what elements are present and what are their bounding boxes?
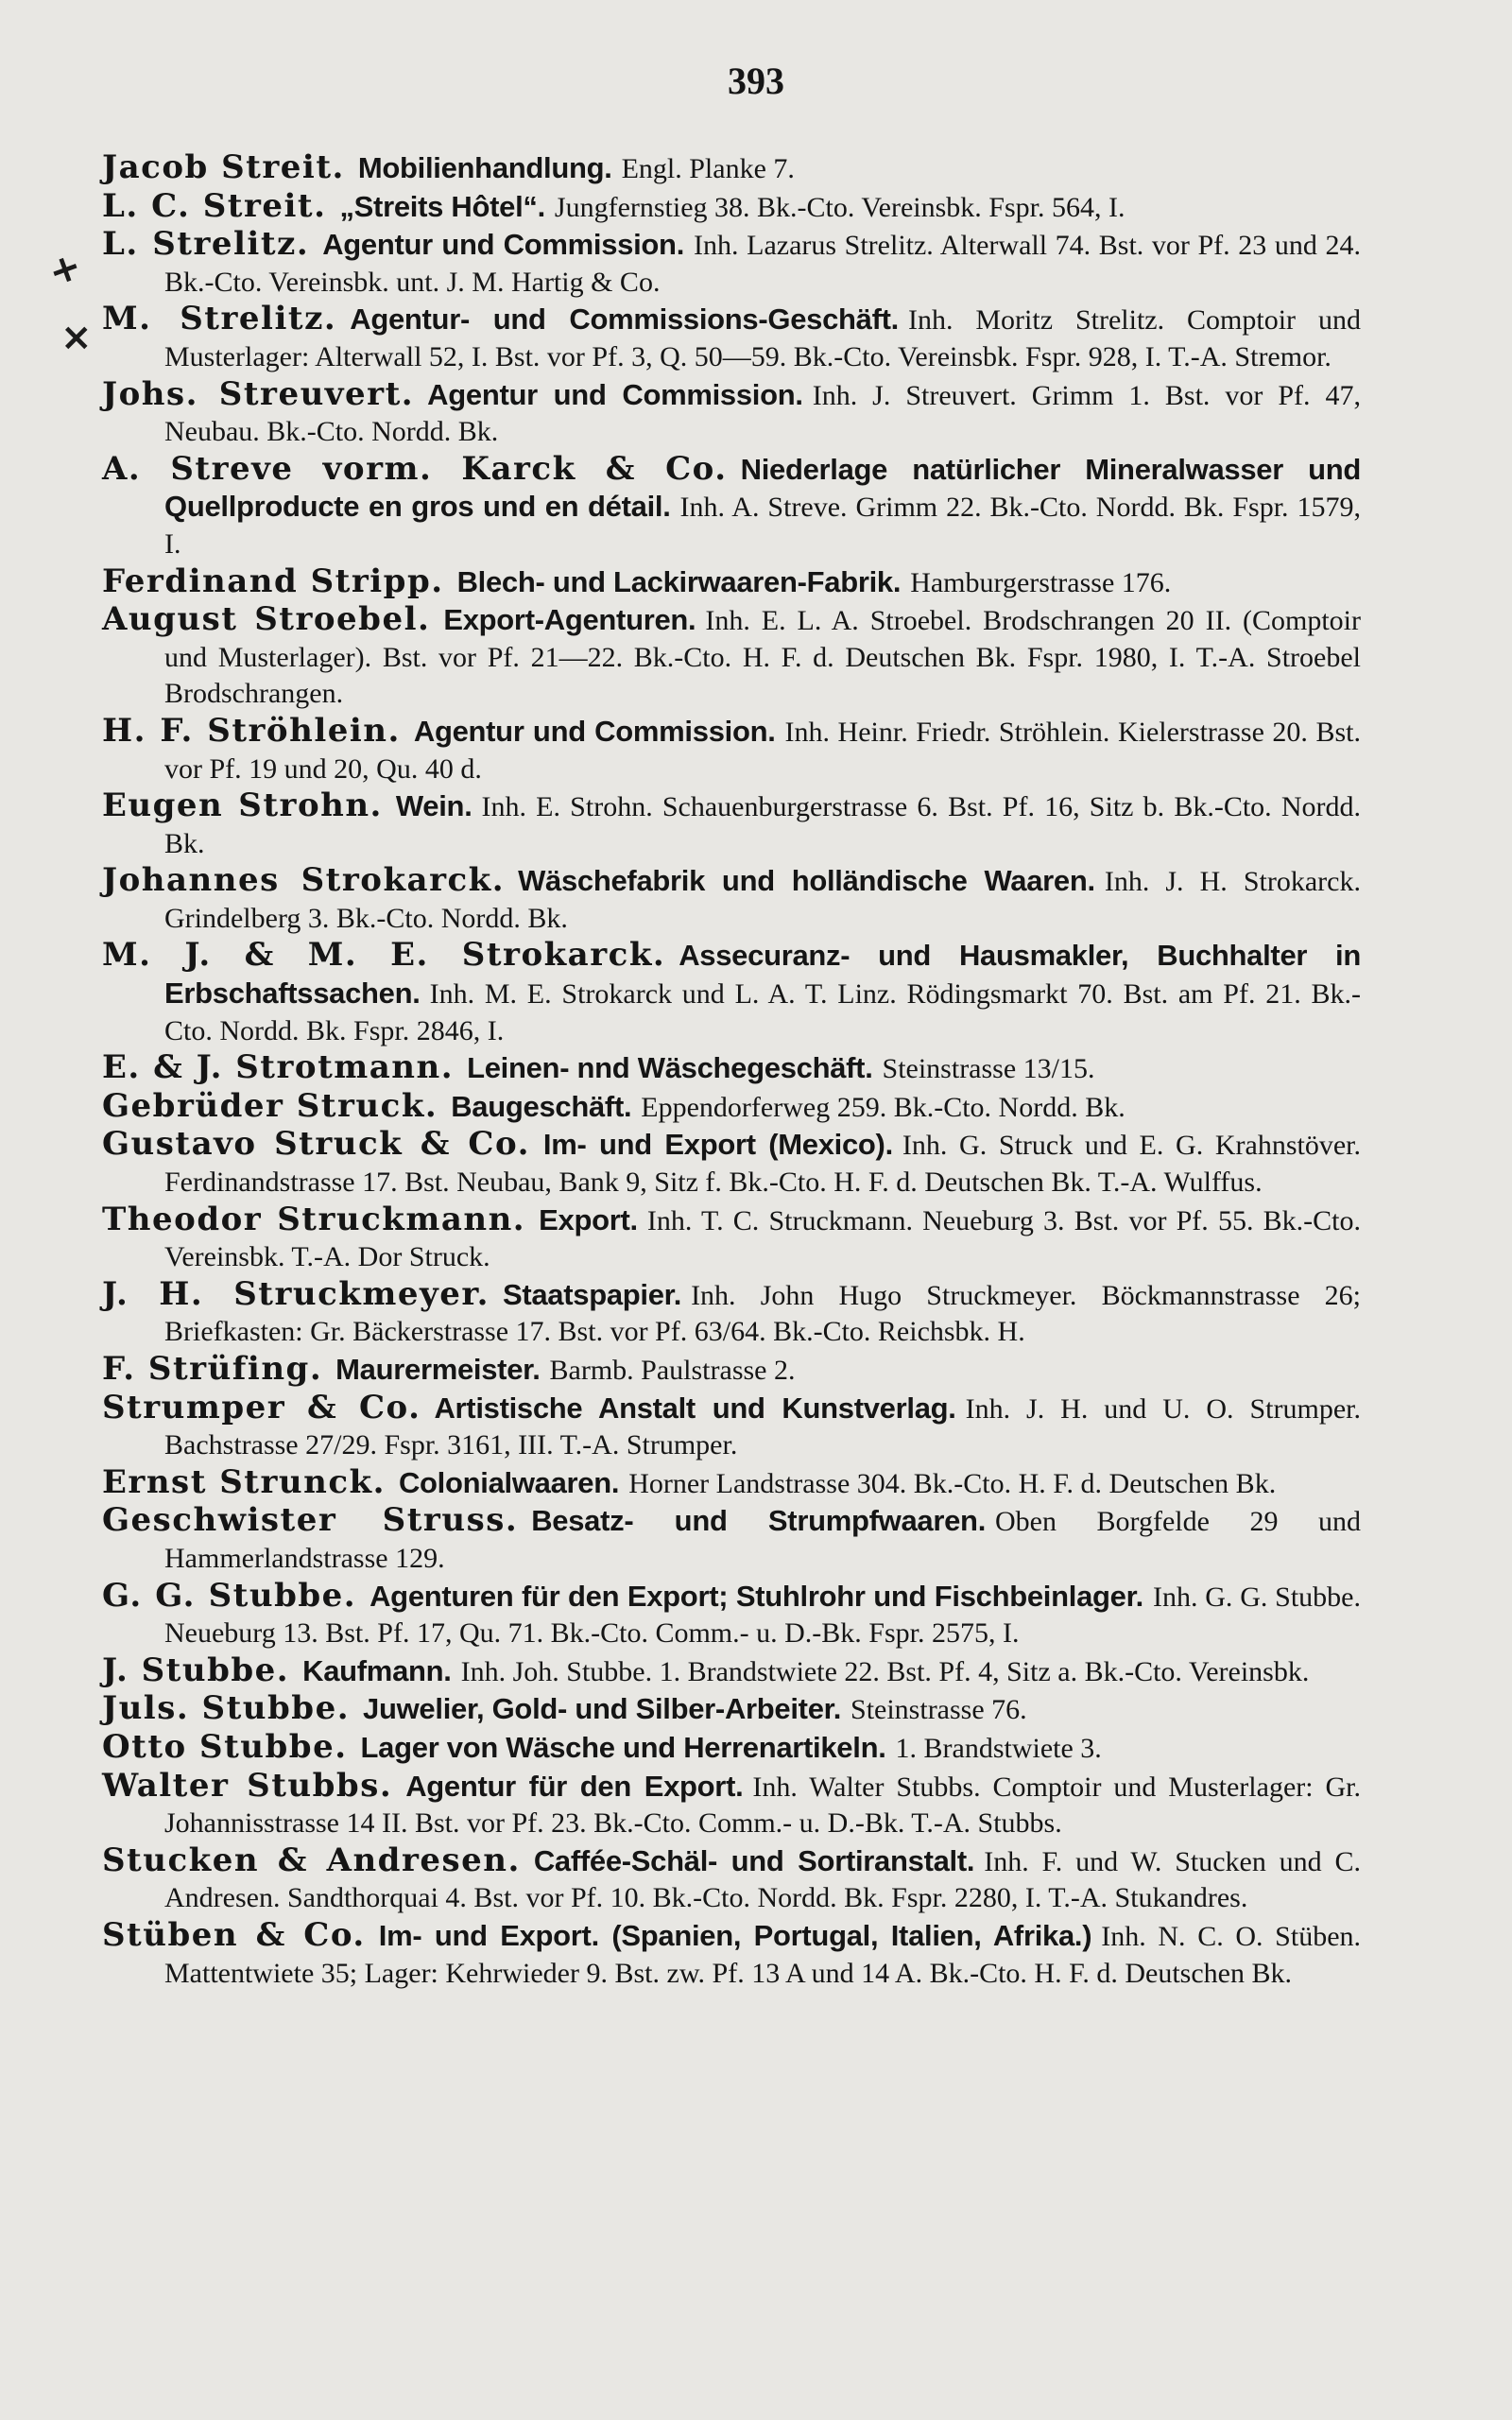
entry-name: Walter Stubbs.: [102, 1766, 393, 1805]
entry-name: J. Stubbe.: [102, 1651, 290, 1689]
entry-name: Johannes Strokarck.: [102, 861, 506, 900]
entry-details: Inh. J. H. Strokarck. Grindelberg 3. Bk.-Cto. Nordd. Bk.: [164, 866, 1361, 934]
entry-details: Inh. G. Struck und E. G. Krahnstöver. Ferdinandstrasse 17. Bst. Neubau, Bank 9, Sitz f. Bk.-Cto. H. F. d. Deutschen Bk. T.-A. Wulffus.: [164, 1130, 1361, 1199]
directory-entry: [102, 1578, 1361, 1652]
directory-entry: [102, 862, 1361, 937]
entry-name: L. Strelitz.: [102, 225, 310, 264]
entry-business: Staatspapier.: [502, 1277, 682, 1311]
entry-business: Mobilienhandlung.: [357, 151, 612, 184]
entry-business: Juwelier, Gold- und Silber-Arbeiter.: [363, 1692, 842, 1726]
entry-details: Inh. A. Streve. Grimm 22. Bk.-Cto. Nordd. Bk. Fspr. 1579, I.: [164, 492, 1361, 560]
directory-entry: [102, 149, 1361, 188]
entry-details: Steinstrasse 13/15.: [882, 1053, 1095, 1085]
entry-details: Inh. Heinr. Friedr. Ströhlein. Kielerstrasse 20. Bst. vor Pf. 19 und 20, Qu. 40 d.: [164, 716, 1361, 785]
directory-entry: [102, 1729, 1361, 1768]
directory-entry: [102, 188, 1361, 227]
entry-name: Geschwister Struss.: [102, 1501, 519, 1540]
entry-business: Maurermeister.: [335, 1353, 541, 1386]
directory-entry: [102, 937, 1361, 1049]
entry-business: Baugeschäft.: [451, 1089, 632, 1123]
entry-details: Oben Borgfelde 29 und Hammerlandstrasse 129.: [164, 1506, 1361, 1574]
entry-details: Inh. E. Strohn. Schauenburgerstrasse 6. Bst. Pf. 16, Sitz b. Bk.-Cto. Nordd. Bk.: [164, 791, 1361, 859]
directory-entry: [102, 226, 1361, 301]
entry-details: Inh. M. E. Strokarck und L. A. T. Linz. Rödingsmarkt 70. Bst. am Pf. 21. Bk.-Cto. Nordd. Bk. Fspr. 2846, I.: [164, 978, 1361, 1046]
entry-details: Inh. E. L. A. Stroebel. Brodschrangen 20 II. (Comptoir und Musterlager). Bst. vor Pf. 21—22. Bk.-Cto. H. F. d. Deutschen Bk. Fspr. 1980, I. T.-A. Stroebel Brodschrangen.: [164, 605, 1361, 710]
entry-name: Jacob Streit.: [102, 148, 345, 186]
entry-business: Agentur und Commission.: [427, 377, 803, 411]
entry-details: Inh. Joh. Stubbe. 1. Brandstwiete 22. Bst. Pf. 4, Sitz a. Bk.-Cto. Vereinsbk.: [460, 1655, 1310, 1687]
entry-details: Eppendorferweg 259. Bk.-Cto. Nordd. Bk.: [641, 1091, 1125, 1123]
entry-details: Steinstrasse 76.: [850, 1694, 1027, 1726]
directory-entry: [102, 1502, 1361, 1577]
entry-business: Artistische Anstalt und Kunstverlag.: [434, 1391, 956, 1425]
entry-name: August Stroebel.: [102, 600, 431, 639]
entry-name: Gustavo Struck & Co.: [102, 1125, 530, 1164]
entry-business: Im- und Export (Mexico).: [542, 1128, 893, 1162]
directory-entry: [102, 1768, 1361, 1842]
entry-name: Strumper & Co.: [102, 1388, 421, 1426]
entry-business: Colonialwaaren.: [398, 1465, 620, 1499]
entry-details: Inh. F. und W. Stucken und C. Andresen. Sandthorquai 4. Bst. vor Pf. 10. Bk.-Cto. Nordd. Bk. Fspr. 2280, I. T.-A. Stukandres.: [164, 1845, 1361, 1914]
directory-entry: [102, 601, 1361, 713]
directory-entry: [102, 1690, 1361, 1729]
entry-name: E. & J. Strotmann.: [102, 1048, 455, 1087]
entry-details: Hamburgerstrasse 176.: [910, 566, 1172, 598]
entry-name: H. F. Ströhlein.: [102, 711, 401, 750]
entry-business: Agentur und Commission.: [322, 228, 685, 262]
entry-name: Ferdinand Stripp.: [102, 562, 444, 600]
entry-details: Inh. G. G. Stubbe. Neueburg 13. Bst. Pf. 17, Qu. 71. Bk.-Cto. Comm.- u. D.-Bk. Fspr. 2575, I.: [164, 1581, 1361, 1650]
entry-name: Eugen Strohn.: [102, 786, 383, 825]
directory-entry: [102, 1351, 1361, 1390]
entry-name: L. C. Streit.: [102, 186, 327, 225]
entry-details: 1. Brandstwiete 3.: [895, 1732, 1102, 1764]
directory-entry: [102, 1464, 1361, 1503]
entry-name: M. J. & M. E. Strokarck.: [102, 936, 666, 975]
entry-details: Inh. Walter Stubbs. Comptoir und Musterlager: Gr. Johannisstrasse 14 II. Bst. vor Pf. 23. Bk.-Cto. Comm.- u. D.-Bk. T.-A. Stubbs.: [164, 1771, 1361, 1840]
entry-details: Inh. Lazarus Strelitz. Alterwall 74. Bst. vor Pf. 23 und 24. Bk.-Cto. Vereinsbk. unt. J. M. Hartig & Co.: [164, 230, 1361, 298]
directory-entry: [102, 376, 1361, 451]
entry-details: Engl. Planke 7.: [621, 153, 795, 184]
directory-entry: [102, 1652, 1361, 1691]
entry-details: Inh. J. Streuvert. Grimm 1. Bst. vor Pf. 47, Neubau. Bk.-Cto. Nordd. Bk.: [164, 379, 1362, 448]
entry-name: G. G. Stubbe.: [102, 1576, 357, 1615]
directory-entries: [102, 149, 1361, 1992]
directory-entry: [102, 1276, 1361, 1351]
entry-name: M. Strelitz.: [102, 300, 337, 338]
entry-business: Lager von Wäsche und Herrenartikeln.: [360, 1730, 886, 1764]
entry-details: Horner Landstrasse 304. Bk.-Cto. H. F. d. Deutschen Bk.: [628, 1467, 1277, 1499]
directory-entry: [102, 787, 1361, 862]
entry-business: Agentur und Commission.: [413, 714, 776, 748]
entry-name: Theodor Struckmann.: [102, 1200, 526, 1238]
entry-name: A. Streve vorm. Karck & Co.: [102, 449, 728, 488]
entry-details: Inh. J. H. und U. O. Strumper. Bachstrasse 27/29. Fspr. 3161, III. T.-A. Strumper.: [164, 1392, 1361, 1461]
entry-business: „Streits Hôtel“.: [339, 189, 545, 223]
entry-business: Niederlage natürlicher Mineralwasser und Quellproducte en gros und en détail.: [164, 452, 1361, 524]
entry-business: Wäschefabrik und holländische Waaren.: [518, 864, 1095, 898]
entry-business: Blech- und Lackirwaaren-Fabrik.: [456, 564, 902, 598]
directory-entry: [102, 1201, 1361, 1276]
entry-business: Agentur- und Commissions-Geschäft.: [350, 302, 899, 337]
directory-entry: [102, 713, 1361, 787]
entry-details: Inh. John Hugo Struckmeyer. Böckmannstrasse 26; Briefkasten: Gr. Bäckerstrasse 17. Bst. vor Pf. 63/64. Bk.-Cto. Reichsbk. H.: [164, 1279, 1361, 1348]
entry-name: Stucken & Andresen.: [102, 1841, 521, 1879]
entry-business: Agenturen für den Export; Stuhlrohr und Fischbeinlager.: [369, 1579, 1143, 1613]
entry-name: Juls. Stubbe.: [102, 1689, 351, 1728]
page-number: 393: [728, 60, 784, 102]
entry-business: Caffée-Schäl- und Sortiranstalt.: [533, 1843, 975, 1877]
entry-business: Kaufmann.: [302, 1653, 452, 1687]
entry-name: J. H. Struckmeyer.: [102, 1274, 490, 1313]
entry-name: Ernst Strunck.: [102, 1462, 386, 1501]
directory-entry: [102, 1390, 1361, 1464]
entry-business: Wein.: [395, 789, 472, 823]
entry-business: Agentur für den Export.: [405, 1769, 744, 1803]
directory-entry: [102, 1917, 1361, 1992]
directory-entry: [102, 1049, 1361, 1088]
directory-entry: [102, 1842, 1361, 1917]
entry-details: Barmb. Paulstrasse 2.: [549, 1355, 796, 1386]
entry-name: Stüben & Co.: [102, 1915, 366, 1954]
directory-entry: [102, 1088, 1361, 1127]
handwritten-x-mark: ×: [60, 316, 93, 359]
directory-entry: [102, 451, 1361, 563]
entry-business: Besatz- und Strumpfwaaren.: [531, 1504, 987, 1538]
directory-entry: [102, 301, 1361, 375]
entry-details: Inh. Moritz Strelitz. Comptoir und Musterlager: Alterwall 52, I. Bst. vor Pf. 3, Q. 50—59. Bk.-Cto. Vereinsbk. Fspr. 928, I. T.-A. Stremor.: [164, 304, 1361, 372]
entry-business: Im- und Export. (Spanien, Portugal, Italien, Afrika.): [378, 1918, 1092, 1952]
entry-name: Gebrüder Struck.: [102, 1086, 438, 1125]
entry-business: Export.: [539, 1202, 638, 1236]
entry-business: Leinen- nnd Wäschegeschäft.: [467, 1051, 873, 1085]
entry-name: F. Strüfing.: [102, 1350, 323, 1388]
entry-details: Jungfernstieg 38. Bk.-Cto. Vereinsbk. Fspr. 564, I.: [554, 191, 1125, 223]
entry-name: Otto Stubbe.: [102, 1727, 348, 1766]
directory-entry: [102, 1126, 1361, 1201]
entry-details: Inh. T. C. Struckmann. Neueburg 3. Bst. vor Pf. 55. Bk.-Cto. Vereinsbk. T.-A. Dor Struck.: [164, 1204, 1361, 1273]
entry-business: Assecuranz- und Hausmakler, Buchhalter in Erbschaftssachen.: [164, 939, 1361, 1011]
directory-entry: [102, 563, 1361, 602]
entry-name: Johs. Streuvert.: [102, 374, 415, 413]
entry-details: Inh. N. C. O. Stüben. Mattentwiete 35; Lager: Kehrwieder 9. Bst. zw. Pf. 13 A und 14 A. Bk.-Cto. H. F. d. Deutschen Bk.: [164, 1920, 1362, 1989]
handwritten-cross-mark: +: [43, 243, 88, 296]
entry-business: Export-Agenturen.: [443, 603, 696, 637]
